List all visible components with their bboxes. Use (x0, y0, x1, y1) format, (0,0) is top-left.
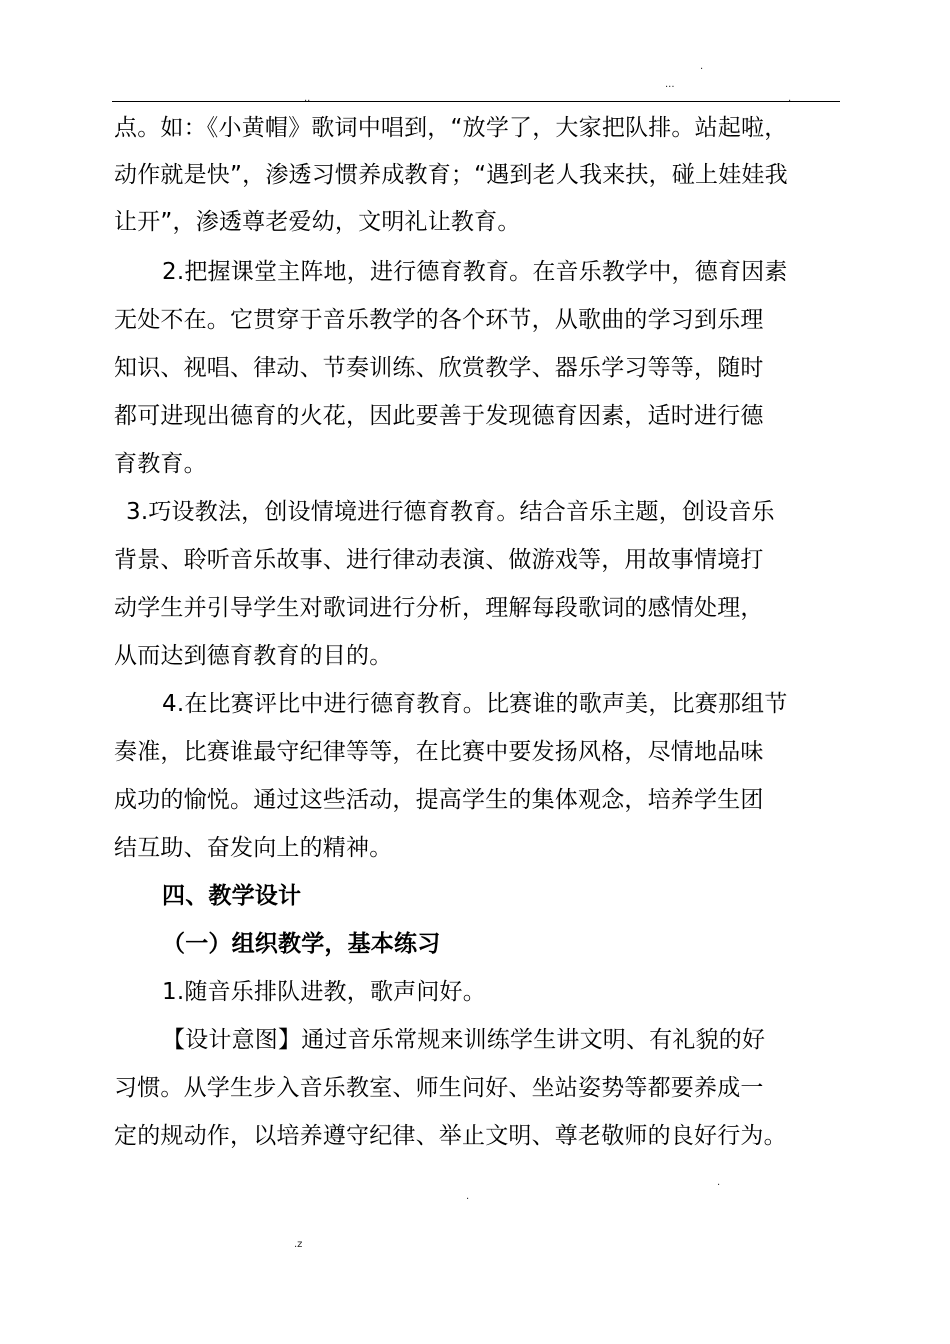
text-line: 4.在比赛评比中进行德育教育。比赛谁的歌声美，比赛那组节 (162, 691, 788, 717)
text-line: 育教育。 (114, 451, 207, 477)
header-mark: .. (304, 93, 311, 104)
subsection-heading: （一）组织教学，基本练习 (162, 931, 441, 957)
text-line: 都可进现出德育的火花，因此要善于发现德育因素，适时进行德 (114, 403, 764, 429)
text-line: 奏准，比赛谁最守纪律等等，在比赛中要发扬风格，尽情地品味 (114, 739, 764, 765)
text-line: 成功的愉悦。通过这些活动，提高学生的集体观念，培养学生团 (114, 787, 764, 813)
text-line: 3.巧设教法，创设情境进行德育教育。结合音乐主题，创设音乐 (126, 499, 775, 525)
text-line: 背景、聆听音乐故事、进行律动表演、做游戏等，用故事情境打 (114, 547, 764, 573)
text-line: 2.把握课堂主阵地，进行德育教育。在音乐教学中，德育因素 (162, 259, 788, 285)
header-mark: . (788, 93, 792, 104)
footer-mark: .z (294, 1239, 303, 1250)
text-line: 让开”，渗透尊老爱幼，文明礼让教育。 (114, 209, 521, 235)
text-line: 结互助、奋发向上的精神。 (114, 835, 393, 861)
footer-mark: . (717, 1177, 721, 1188)
header-mark: . (700, 61, 704, 72)
text-line: 无处不在。它贯穿于音乐教学的各个环节，从歌曲的学习到乐理 (114, 307, 764, 333)
footer-mark: . (466, 1191, 470, 1202)
text-line: 点。如：《小黄帽》歌词中唱到，“放学了，大家把队排。站起啦， (114, 115, 788, 141)
header-rule (112, 101, 840, 102)
text-line: 从而达到德育教育的目的。 (114, 643, 393, 669)
text-line: 定的规动作，以培养遵守纪律、举止文明、尊老敬师的良好行为。 (114, 1123, 787, 1149)
text-line: 动学生并引导学生对歌词进行分析，理解每段歌词的感情处理， (114, 595, 764, 621)
header-mark: ... (665, 79, 675, 90)
text-line: 习惯。从学生步入音乐教室、师生问好、坐站姿势等都要养成一 (114, 1075, 764, 1101)
text-line: 1.随音乐排队进教，歌声问好。 (162, 979, 486, 1005)
section-heading: 四、教学设计 (162, 883, 302, 909)
text-line: 知识、视唱、律动、节奏训练、欣赏教学、器乐学习等等，随时 (114, 355, 764, 381)
text-line: 动作就是快”，渗透习惯养成教育；“遇到老人我来扶，碰上娃娃我 (114, 162, 788, 188)
text-line: 【设计意图】通过音乐常规来训练学生讲文明、有礼貌的好 (162, 1027, 766, 1053)
